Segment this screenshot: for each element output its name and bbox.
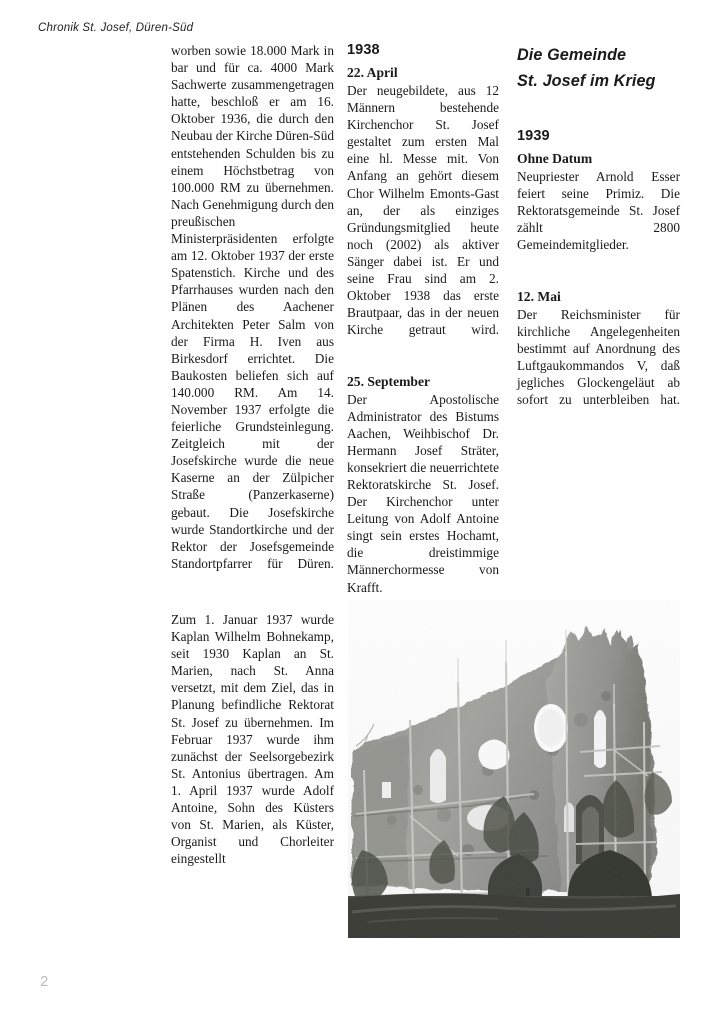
chronicle-entry bbox=[347, 373, 499, 613]
entry-text: Neupriester Arnold Esser feiert seine Primiz. Die Rektoratsgemeinde St. Josef zählt 2800 Gemeindemitglieder. bbox=[517, 169, 680, 253]
column-one bbox=[171, 42, 334, 885]
section-title-line-2: St. Josef im Krieg bbox=[517, 72, 656, 90]
entry-date: 12. Mai bbox=[517, 288, 561, 304]
title-spacer bbox=[517, 94, 680, 128]
section-title-line-1: Die Gemeinde bbox=[517, 46, 627, 64]
paragraph: worben sowie 18.000 Mark in bar und für ca. 4000 Mark Sachwerte zusammengetragen hatte, beschloß er am 16. Oktober 1936, die durch den Neubau der Kirche Düren-Süd entstehenden Schulden bis zu einem Höchstbetrag von 100.000 RM zu übernehmen. Nach Genehmigung durch den preußischen Ministerpräsidenten erfolgte am 12. Oktober 1937 der erste Spatenstich. Kirche und des Pfarrhauses wurden nach den Plänen des Aachener Architekten Peter Salm von der Firma H. Iven aus Birkesdorf errichtet. Die Baukosten beliefen sich auf 140.000 RM. Am 14. November 1937 erfolgte die feierliche Grundsteinlegung. Zeitgleich mit der Josefskirche wurde die neue Kaserne an der Zülpicher Straße (Panzerkaserne) gebaut. Die Josefskirche wurde Standortkirche und der Rektor der Josefsgemeinde Standortpfarrer für Düren. bbox=[171, 43, 334, 571]
entry-date: 25. September bbox=[347, 373, 431, 389]
entry-date: 22. April bbox=[347, 65, 398, 80]
paragraph: Zum 1. Januar 1937 wurde Kaplan Wilhelm Bohnekamp, seit 1930 Kaplan an St. Marien, nach St. Anna versetzt, mit dem Ziel, das in Planung befindliche Rektorat St. Josef zu übernehmen. Im Februar 1937 wurde ihm zunächst der Seelsorgebezirk St. Antonius übertragen. Am 1. April 1937 wurde Adolf Antoine, Sohn des Küsters von St. Marien, als Küster, Organist und Chorleiter eingestellt bbox=[171, 612, 334, 867]
chronicle-entry bbox=[347, 64, 499, 356]
page-number: 2 bbox=[40, 973, 49, 990]
chronicle-entry bbox=[517, 150, 680, 271]
year-heading-1938: 1938 bbox=[347, 42, 380, 58]
paragraph-spacer bbox=[171, 589, 334, 611]
chronicle-entry bbox=[517, 288, 680, 426]
entry-text: Der Apostolische Administrator des Bistums Aachen, Weihbischof Dr. Hermann Josef Sträter, konsekriert die neuerrichtete Rektoratskirche St. Josef. Der Kirchenchor unter Leitung von Adolf Antoine singt sein erstes Hochamt, die dreistimmige Männerchormesse von Krafft. bbox=[347, 391, 499, 595]
column-three bbox=[517, 42, 680, 425]
entry-date: Ohne Datum bbox=[517, 151, 593, 166]
entry-text: Der neugebildete, aus 12 Männern bestehende Kirchenchor St. Josef gestaltet zum ersten Mal eine hl. Messe mit. Von Anfang an gehört diesem Chor Wilhelm Emonts-Gast an, der als einziges Gründungsmitglied heute noch (2002) als aktiver Sänger dabei ist. Er und seine Frau sind am 2. Oktober 1938 das erste Brautpaar, das in der neuen Kirche getraut wird. bbox=[347, 83, 499, 338]
year-heading-1939: 1939 bbox=[517, 128, 550, 144]
column-two bbox=[347, 42, 499, 613]
photo-image bbox=[348, 600, 680, 938]
entry-text: Der Reichsminister für kirchliche Angelegenheiten bestimmt auf Anordnung des Luftgaukommandos V, daß jegliches Glockengeläut ab sofort zu unterbleiben hat. bbox=[517, 306, 680, 408]
section-title bbox=[517, 42, 680, 94]
photo-church-ruin bbox=[348, 600, 680, 938]
running-header: Chronik St. Josef, Düren-Süd bbox=[38, 22, 194, 34]
